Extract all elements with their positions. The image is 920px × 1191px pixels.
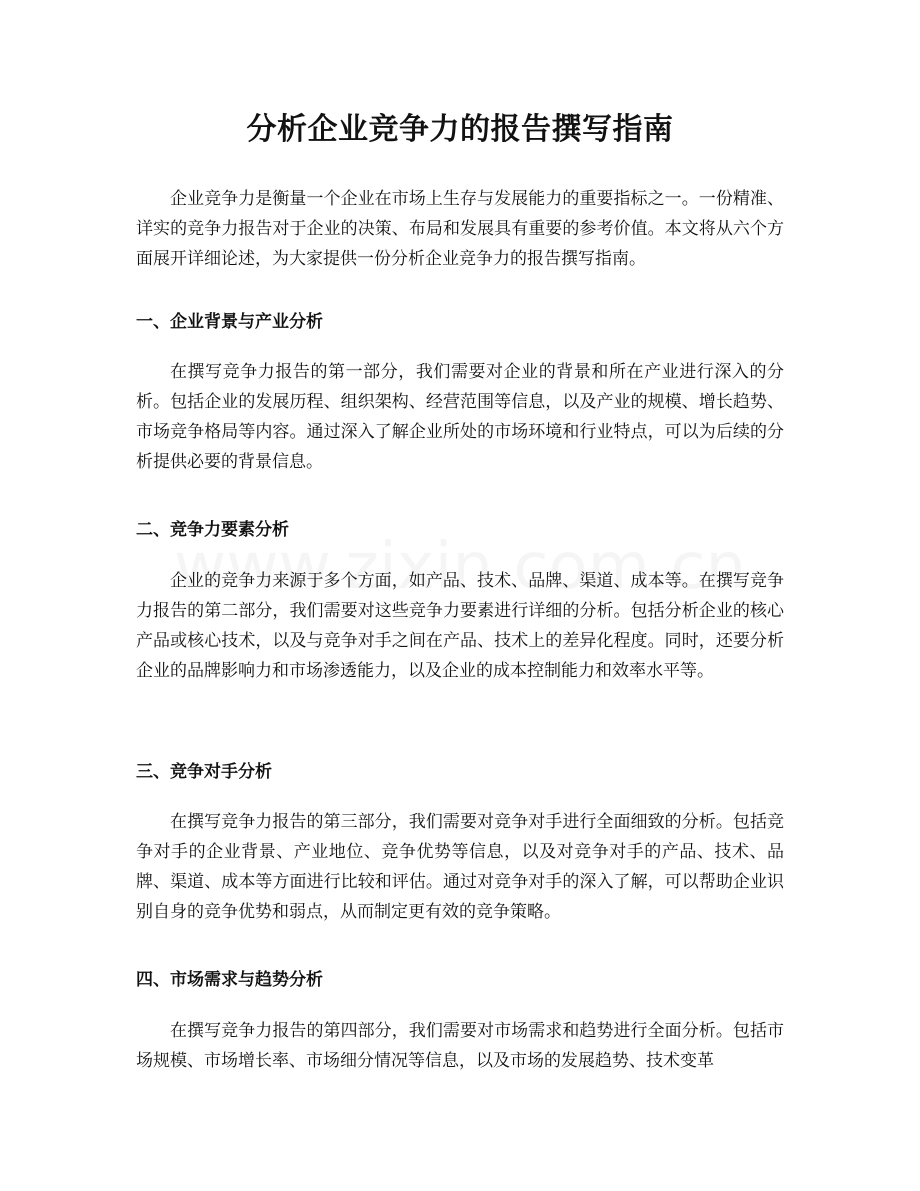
section-1-paragraph: 在撰写竞争力报告的第一部分，我们需要对企业的背景和所在产业进行深入的分析。包括企业的发展历程、组织架构、经营范围等信息，以及产业的规模、增长趋势、市场竞争格局等内容。通过深入了解企业所处的市场环境和行业特点，可以为后续的分析提供必要的背景信息。	[136, 362, 784, 472]
section-3-paragraph: 在撰写竞争力报告的第三部分，我们需要对竞争对手进行全面细致的分析。包括竞争对手的企业背景、产业地位、竞争优势等信息，以及对竞争对手的产品、技术、品牌、渠道、成本等方面进行比较和评估。通过对竞争对手的深入了解，可以帮助企业识别自身的竞争优势和弱点，从而制定更有效的竞争策略。	[136, 812, 784, 922]
document-title: 分析企业竞争力的报告撰写指南	[246, 112, 674, 147]
intro-paragraph: 企业竞争力是衡量一个企业在市场上生存与发展能力的重要指标之一。一份精准、详实的竞争力报告对于企业的决策、布局和发展具有重要的参考价值。本文将从六个方面展开详细论述，为大家提供一份分析企业竞争力的报告撰写指南。	[136, 189, 784, 269]
section-4-paragraph: 在撰写竞争力报告的第四部分，我们需要对市场需求和趋势进行全面分析。包括市场规模、市场增长率、市场细分情况等信息，以及市场的发展趋势、技术变革	[136, 1021, 784, 1071]
section-1-heading: 一、企业背景与产业分析	[136, 312, 323, 332]
section-2-paragraph: 企业的竞争力来源于多个方面，如产品、技术、品牌、渠道、成本等。在撰写竞争力报告的第二部分，我们需要对这些竞争力要素进行详细的分析。包括分析企业的核心产品或核心技术，以及与竞争对手之间在产品、技术上的差异化程度。同时，还要分析企业的品牌影响力和市场渗透能力，以及企业的成本控制能力和效率水平等。	[136, 571, 784, 681]
section-4-heading: 四、市场需求与趋势分析	[136, 970, 323, 990]
section-2-heading: 二、竞争力要素分析	[136, 520, 289, 540]
section-3-heading: 三、竞争对手分析	[136, 762, 272, 782]
